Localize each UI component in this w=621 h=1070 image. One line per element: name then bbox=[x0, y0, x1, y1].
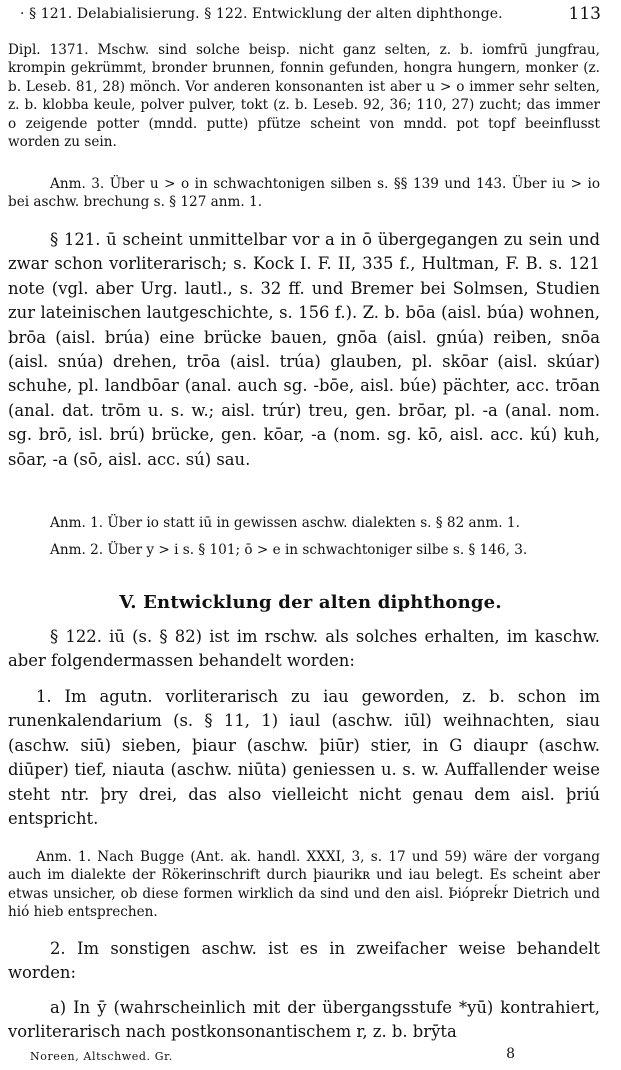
section-121 bbox=[8, 228, 600, 472]
page-number: 113 bbox=[568, 4, 601, 24]
anmerkung-block bbox=[8, 175, 600, 212]
page-footer bbox=[30, 1046, 601, 1066]
footer-author: Noreen, Altschwed. Gr. bbox=[30, 1050, 173, 1063]
continuation-paragraph bbox=[8, 41, 600, 151]
running-header bbox=[0, 4, 621, 28]
section-122 bbox=[8, 625, 600, 674]
note-text: Anm. 3. Über u > o in schwachtonigen silben s. §§ 139 und 143. Über iu > io bei aschw. brechung s. § 127 anm. 1. bbox=[8, 176, 600, 211]
note-text: Anm. 2. Über y > i s. § 101; ō > e in schwachtoniger silbe s. § 146, 3. bbox=[50, 542, 528, 558]
section-text: 2. Im sonstigen aschw. ist es in zweifacher weise behandelt worden: bbox=[8, 939, 600, 983]
section-text: § 122. iū (s. § 82) ist im rschw. als solches erhalten, im kaschw. aber folgendermassen behandelt worden: bbox=[8, 627, 600, 671]
section-text: a) In ȳ (wahrscheinlich mit der übergangsstufe *yū) kontrahiert, vorliterarisch nach postkonsonantischem r, z. b. brȳta bbox=[8, 998, 600, 1042]
chapter-heading: V. Entwicklung der alten diphthonge. bbox=[119, 592, 502, 613]
anmerkung-block bbox=[8, 541, 600, 559]
anmerkung-block bbox=[8, 514, 600, 532]
anmerkung-block bbox=[8, 848, 600, 922]
subsection-122-2a bbox=[8, 996, 600, 1045]
signature-mark: 8 bbox=[506, 1046, 515, 1062]
subsection-122-1 bbox=[8, 685, 600, 831]
section-text: § 121. ū scheint unmittelbar vor a in ō übergegangen zu sein und zwar schon vorliterarisch; s. Kock I. F. II, 335 f., Hultman, F. B. s. 121 note (vgl. aber Urg. lautl., s. 32 ff. und Bremer bei Solmsen, Studien zur lateinischen lautgeschichte, s. 156 f.). Z. b. bōa (aisl. búa) wohnen, brōa (aisl. brúa) eine brücke bauen, gnōa (aisl. gnúa) reiben, snōa (aisl. snúa) drehen, trōa (aisl. trúa) glauben, pl. skōar (aisl. skúar) schuhe, pl. landbōar (anal. auch sg. -bōe, aisl. búe) pächter, acc. trōan (anal. dat. trōm u. s. w.; aisl. trúr) treu, gen. brōar, pl. -a (anal. nom. sg. brō, isl. brú) brücke, gen. kōar, -a (nom. sg. kō, aisl. acc. kú) kuh, sōar, -a (sō, aisl. acc. sú) sau. bbox=[8, 230, 600, 469]
subsection-122-2 bbox=[8, 937, 600, 986]
running-head-title: · § 121. Delabialisierung. § 122. Entwicklung der alten diphthonge. bbox=[20, 6, 503, 22]
note-text: Anm. 1. Über io statt iū in gewissen aschw. dialekten s. § 82 anm. 1. bbox=[50, 515, 520, 531]
section-text: 1. Im agutn. vorliterarisch zu iau geworden, z. b. schon im runenkalendarium (s. § 11, 1) iaul (aschw. iūl) weihnachten, siau (aschw. siū) sieben, þiaur (aschw. þiūr) stier, in G diaupr (aschw. diūper) tief, niauta (aschw. niūta) geniessen u. s. w. Auffallender weise steht ntr. þry drei, das also vielleicht nicht genau dem aisl. þriú entspricht. bbox=[8, 687, 600, 829]
note-text: Anm. 1. Nach Bugge (Ant. ak. handl. XXXI, 3, s. 17 und 59) wäre der vorgang auch im dialekte der Rökerinschrift durch þiaurikʀ und iau belegt. Es scheint aber etwas unsicher, ob diese formen wirklich da sind und den aisl. Þiópreḱr Dietrich und hió hieb entsprechen. bbox=[8, 849, 600, 921]
paragraph-text: Dipl. 1371. Mschw. sind solche beisp. nicht ganz selten, z. b. iomfrū jungfrau, krompin gekrümmt, bronder brunnen, fonnin gefunden, hongra hungern, monker (z. b. Leseb. 81, 28) mönch. Vor anderen konsonanten ist aber u > o immer sehr selten, z. b. klobba keule, polver pulver, tokt (z. b. Leseb. 92, 36; 110, 27) zucht; das immer o zeigende potter (mndd. putte) pfütze scheint von mndd. pot topf beeinflusst worden zu sein. bbox=[8, 42, 600, 151]
